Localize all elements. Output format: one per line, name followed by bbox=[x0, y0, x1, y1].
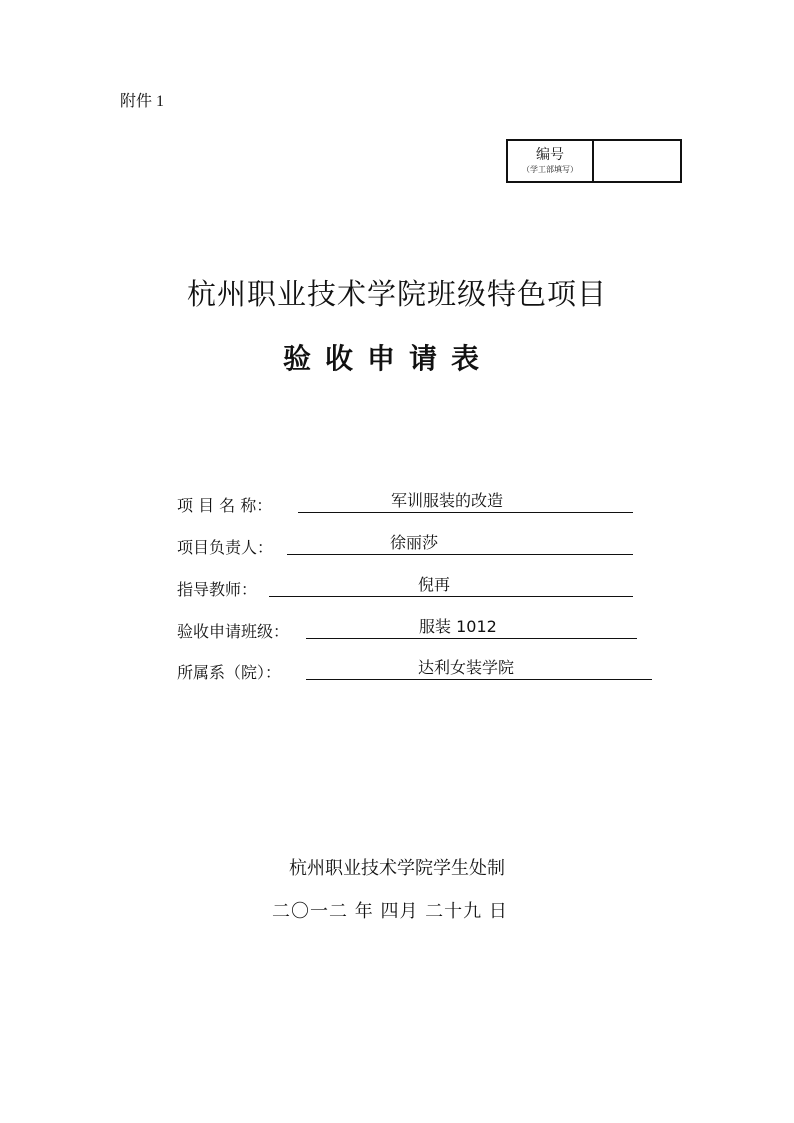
field-line[interactable] bbox=[298, 490, 633, 513]
field-value: 服装 1012 bbox=[419, 617, 497, 636]
field-line[interactable] bbox=[269, 574, 633, 597]
field-line[interactable] bbox=[306, 616, 637, 639]
field-line[interactable] bbox=[306, 657, 652, 680]
number-label-cell bbox=[508, 141, 594, 181]
number-label: 编号 bbox=[536, 146, 564, 163]
attachment-label: 附件 1 bbox=[120, 93, 165, 110]
number-value-cell[interactable] bbox=[594, 141, 680, 181]
document-subtitle: 验收申请表 bbox=[283, 342, 494, 375]
field-project-name bbox=[177, 490, 504, 516]
field-label: 验收申请班级： bbox=[177, 622, 290, 641]
field-class bbox=[177, 616, 497, 642]
field-label: 指导教师： bbox=[177, 580, 258, 599]
field-value: 徐丽莎 bbox=[390, 533, 439, 552]
number-box bbox=[506, 139, 682, 183]
issuer: 杭州职业技术学院学生处制 bbox=[289, 858, 505, 879]
number-sublabel: （学工部填写） bbox=[522, 164, 578, 174]
field-value: 军训服装的改造 bbox=[391, 491, 504, 510]
field-line[interactable] bbox=[287, 532, 633, 555]
field-project-leader bbox=[177, 532, 439, 558]
issue-date: 二〇一二 年 四月 二十九 日 bbox=[272, 901, 508, 922]
field-label: 项 目 名 称： bbox=[177, 496, 273, 515]
field-label: 所属系（院）： bbox=[177, 663, 282, 682]
field-advisor bbox=[177, 574, 451, 600]
field-value: 倪再 bbox=[418, 575, 451, 594]
field-label: 项目负责人： bbox=[177, 538, 274, 557]
document-title: 杭州职业技术学院班级特色项目 bbox=[186, 277, 607, 311]
field-value: 达利女装学院 bbox=[418, 658, 515, 677]
field-department bbox=[177, 657, 515, 683]
